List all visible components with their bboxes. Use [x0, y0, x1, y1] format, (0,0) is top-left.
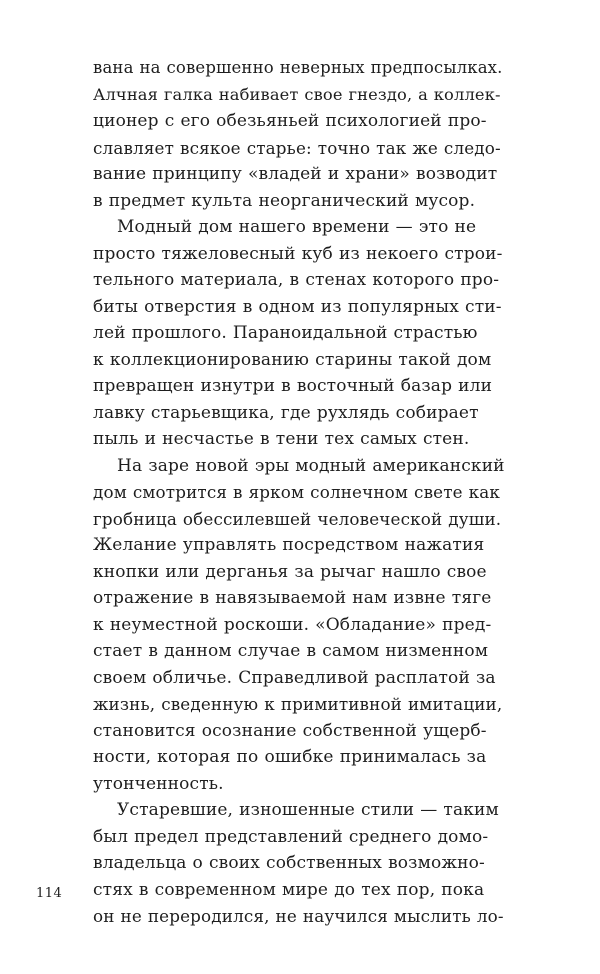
text-line: становится осознание собственной ущерб- [93, 720, 487, 741]
text-line: владельца о своих собственных возможно- [93, 853, 485, 873]
text-line: ности, которая по ошибке принималась за [93, 747, 487, 767]
text-line: к неуместной роскоши. «Обладание» пред- [93, 614, 492, 635]
text-line: превращен изнутри в восточный базар или [93, 376, 493, 396]
text-line: тельного материала, в стенах которого про- [93, 270, 500, 290]
paragraph-start-line: Модный дом нашего времени — это не [117, 217, 477, 237]
text-line: утонченность. [93, 773, 224, 794]
text-line: жизнь, сведенную к примитивной имитации, [93, 694, 503, 714]
text-line: к коллекционированию старины такой дом [93, 349, 492, 370]
text-line: стях в современном мире до тех пор, пока [93, 879, 485, 900]
text-line: он не переродился, не научился мыслить ло- [93, 906, 504, 926]
page-number: 114 [36, 886, 63, 901]
text-line: дом смотрится в ярком солнечном свете как [93, 482, 501, 502]
body-text [93, 55, 505, 930]
text-line: Желание управлять посредством нажатия [93, 535, 485, 555]
text-line: вана на совершенно неверных предпосылках. [93, 58, 503, 77]
text-line: был предел представлений среднего домо- [93, 826, 489, 847]
paragraph-start-line: Устаревшие, изношенные стили — таким [117, 800, 499, 820]
text-line: в предмет культа неорганический мусор. [93, 190, 476, 211]
paragraph-start-line: На заре новой эры модный американский [117, 455, 505, 476]
text-line: лавку старьевщика, где рухлядь собирает [93, 402, 479, 423]
text-line: пыль и несчастье в тени тех самых стен. [93, 429, 470, 449]
text-line: вание принципу «владей и храни» возводит [93, 164, 498, 184]
text-line: просто тяжеловесный куб из некоего строи- [93, 243, 503, 264]
text-line: ционер с его обезьяньей психологией про- [93, 111, 487, 131]
text-line: биты отверстия в одном из популярных сти- [93, 296, 502, 317]
text-line: кнопки или дерганья за рычаг нашло свое [93, 561, 487, 582]
text-line: отражение в навязываемой нам извне тяге [93, 588, 492, 608]
text-line: славляет всякое старье: точно так же следо- [93, 137, 501, 158]
text-line: стает в данном случае в самом низменном [93, 641, 489, 661]
text-line: Алчная галка набивает свое гнездо, а коллек- [93, 84, 501, 104]
text-line: лей прошлого. Параноидальной страстью [93, 323, 478, 343]
text-line: гробница обессилевшей человеческой души. [93, 508, 502, 529]
text-line: своем обличье. Справедливой расплатой за [93, 667, 496, 688]
